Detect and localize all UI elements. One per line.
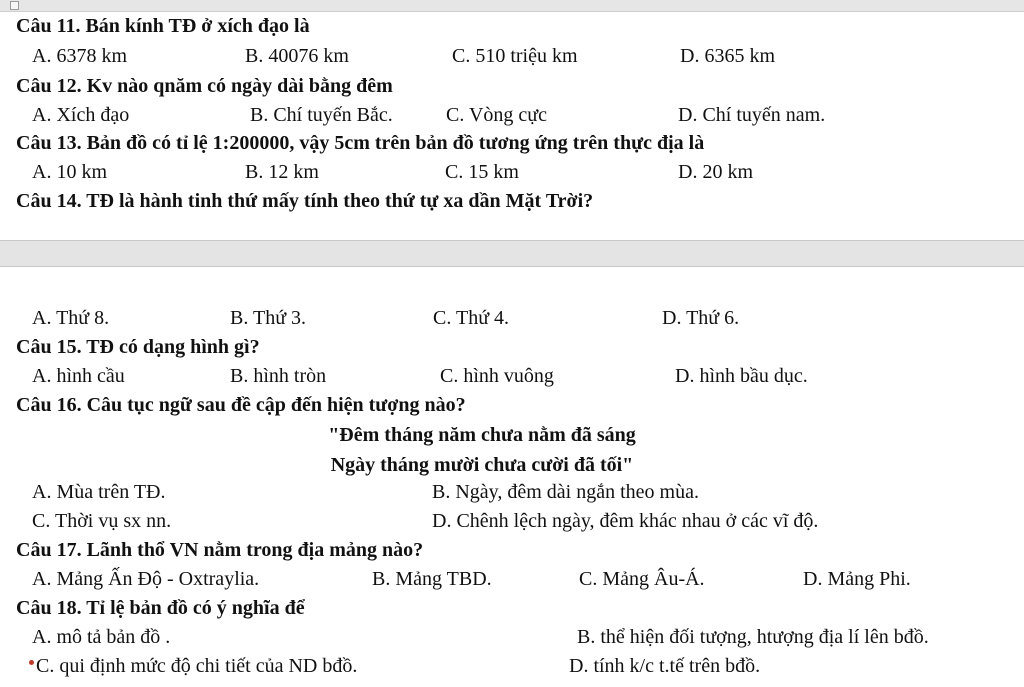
q17-option-d: D. Mảng Phi. — [803, 568, 911, 590]
question-18: Câu 18. Tỉ lệ bản đồ có ý nghĩa để — [16, 597, 305, 619]
question-15: Câu 15. TĐ có dạng hình gì? — [16, 336, 260, 358]
window-top-bar — [0, 0, 1024, 12]
q14-option-b: B. Thứ 3. — [230, 307, 307, 329]
question-17: Câu 17. Lãnh thổ VN nằm trong địa mảng nào? — [16, 539, 424, 561]
q18-option-b: B. thể hiện đối tượng, htượng địa lí lên bđồ. — [577, 626, 929, 648]
q15-option-c: C. hình vuông — [440, 365, 554, 387]
q11-option-a: A. 6378 km — [32, 45, 127, 67]
q18-option-a: A. mô tả bản đồ . — [32, 626, 171, 648]
q14-option-c: C. Thứ 4. — [433, 307, 510, 329]
q16-option-c: C. Thời vụ sx nn. — [32, 510, 172, 532]
q11-option-c: C. 510 triệu km — [452, 45, 578, 67]
page-marker-icon — [10, 1, 19, 10]
q12-option-d: D. Chí tuyến nam. — [678, 104, 826, 126]
q17-option-a: A. Mảng Ấn Độ - Oxtraylia. — [32, 568, 260, 590]
q17-option-c: C. Mảng Âu-Á. — [579, 568, 705, 590]
q16-proverb-line-2: Ngày tháng mười chưa cười đã tối" — [330, 454, 634, 476]
q14-option-a: A. Thứ 8. — [32, 307, 110, 329]
q15-option-b: B. hình tròn — [230, 365, 327, 387]
q13-option-d: D. 20 km — [678, 161, 753, 183]
q15-option-d: D. hình bầu dục. — [675, 365, 808, 387]
q11-option-b: B. 40076 km — [245, 45, 349, 67]
q16-proverb-line-1: "Đêm tháng năm chưa nằm đã sáng — [328, 424, 636, 446]
page-break — [0, 240, 1024, 267]
question-12: Câu 12. Kv nào qnăm có ngày dài bằng đêm — [16, 75, 393, 97]
q18-option-c: C. qui định mức độ chi tiết của ND bđồ. — [36, 655, 358, 677]
q13-option-c: C. 15 km — [445, 161, 519, 183]
q18-option-d: D. tính k/c t.tế trên bđồ. — [569, 655, 761, 677]
q17-option-b: B. Mảng TBD. — [372, 568, 492, 590]
q16-option-b: B. Ngày, đêm dài ngắn theo mùa. — [432, 481, 699, 503]
q12-option-a: A. Xích đạo — [32, 104, 130, 126]
q14-option-d: D. Thứ 6. — [662, 307, 740, 329]
question-11: Câu 11. Bán kính TĐ ở xích đạo là — [16, 15, 310, 37]
q13-option-a: A. 10 km — [32, 161, 107, 183]
q12-option-b: B. Chí tuyến Bắc. — [250, 104, 393, 126]
q13-option-b: B. 12 km — [245, 161, 319, 183]
answer-mark — [29, 660, 34, 665]
q11-option-d: D. 6365 km — [680, 45, 775, 67]
q16-option-d: D. Chênh lệch ngày, đêm khác nhau ở các vĩ độ. — [432, 510, 819, 532]
question-13: Câu 13. Bản đồ có tỉ lệ 1:200000, vậy 5cm trên bản đồ tương ứng trên thực địa là — [16, 132, 705, 154]
q15-option-a: A. hình cầu — [32, 365, 125, 387]
question-14: Câu 14. TĐ là hành tinh thứ mấy tính theo thứ tự xa dần Mặt Trời? — [16, 190, 594, 212]
q12-option-c: C. Vòng cực — [446, 104, 548, 126]
question-16: Câu 16. Câu tục ngữ sau đề cập đến hiện tượng nào? — [16, 394, 466, 416]
q16-option-a: A. Mùa trên TĐ. — [32, 481, 166, 503]
